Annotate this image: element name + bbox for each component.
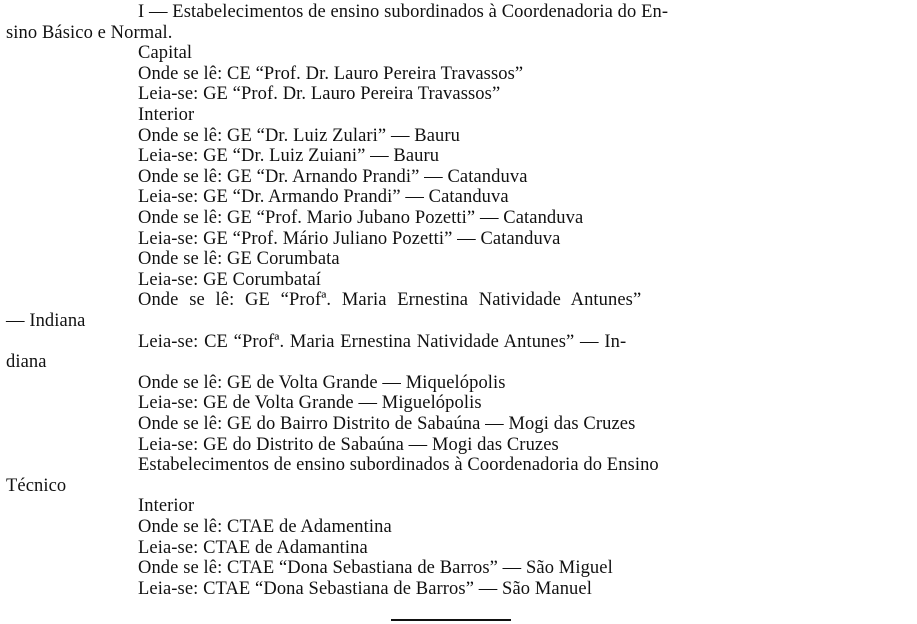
correction-line-continuation: diana [6, 352, 47, 373]
correction-line: Onde se lê: CE “Prof. Dr. Lauro Pereira Travassos” [138, 63, 524, 84]
heading-line-technical: Estabelecimentos de ensino subordinados à Coordenadoria do Ensino [138, 455, 659, 476]
correction-line: Leia-se: GE “Prof. Mário Juliano Pozetti” — Catanduva [138, 228, 561, 249]
correction-line: Onde se lê: GE do Bairro Distrito de Sabaúna — Mogi das Cruzes [138, 414, 636, 434]
section-capital: Capital [138, 43, 193, 64]
correction-line: Onde se lê: GE Corumbata [138, 249, 340, 270]
correction-line: Leia-se: GE do Distrito de Sabaúna — Mogi das Cruzes [138, 434, 559, 455]
correction-line: Leia-se: GE de Volta Grande — Miguelópolis [138, 393, 482, 414]
correction-line: Onde se lê: GE “Dr. Luiz Zulari” — Bauru [138, 125, 460, 146]
correction-line: Leia-se: GE “Dr. Armando Prandi” — Catanduva [138, 187, 509, 208]
heading-line-1: I — Estabelecimentos de ensino subordinados à Coordenadoria do En- [138, 2, 669, 22]
heading-line-2: sino Básico e Normal. [6, 22, 173, 43]
correction-line: Onde se lê: GE de Volta Grande — Miquelópolis [138, 372, 506, 393]
end-rule-divider [391, 619, 511, 621]
section-interior: Interior [138, 496, 195, 517]
correction-line: Leia-se: CTAE “Dona Sebastiana de Barros” — São Manuel [138, 578, 592, 599]
correction-line: Leia-se: GE “Prof. Dr. Lauro Pereira Travassos” [138, 84, 501, 105]
correction-line: Onde se lê: GE “Prof. Mario Jubano Pozetti” — Catanduva [138, 208, 584, 228]
correction-line: Onde se lê: GE “Profª. Maria Ernestina Natividade Antunes” [138, 290, 642, 311]
correction-line: Leia-se: GE Corumbataí [138, 269, 322, 290]
correction-line-continuation: — Indiana [6, 311, 86, 331]
correction-line: Onde se lê: CTAE de Adamentina [138, 517, 392, 537]
correction-line: Onde se lê: CTAE “Dona Sebastiana de Barros” — São Miguel [138, 558, 613, 579]
heading-line-technical-continuation: Técnico [6, 475, 67, 496]
correction-line: Onde se lê: GE “Dr. Arnando Prandi” — Catanduva [138, 166, 528, 187]
correction-line: Leia-se: CTAE de Adamantina [138, 537, 368, 558]
section-interior: Interior [138, 105, 195, 125]
correction-line: Leia-se: CE “Profª. Maria Ernestina Natividade Antunes” — In- [138, 331, 627, 352]
correction-line: Leia-se: GE “Dr. Luiz Zuiani” — Bauru [138, 146, 440, 167]
